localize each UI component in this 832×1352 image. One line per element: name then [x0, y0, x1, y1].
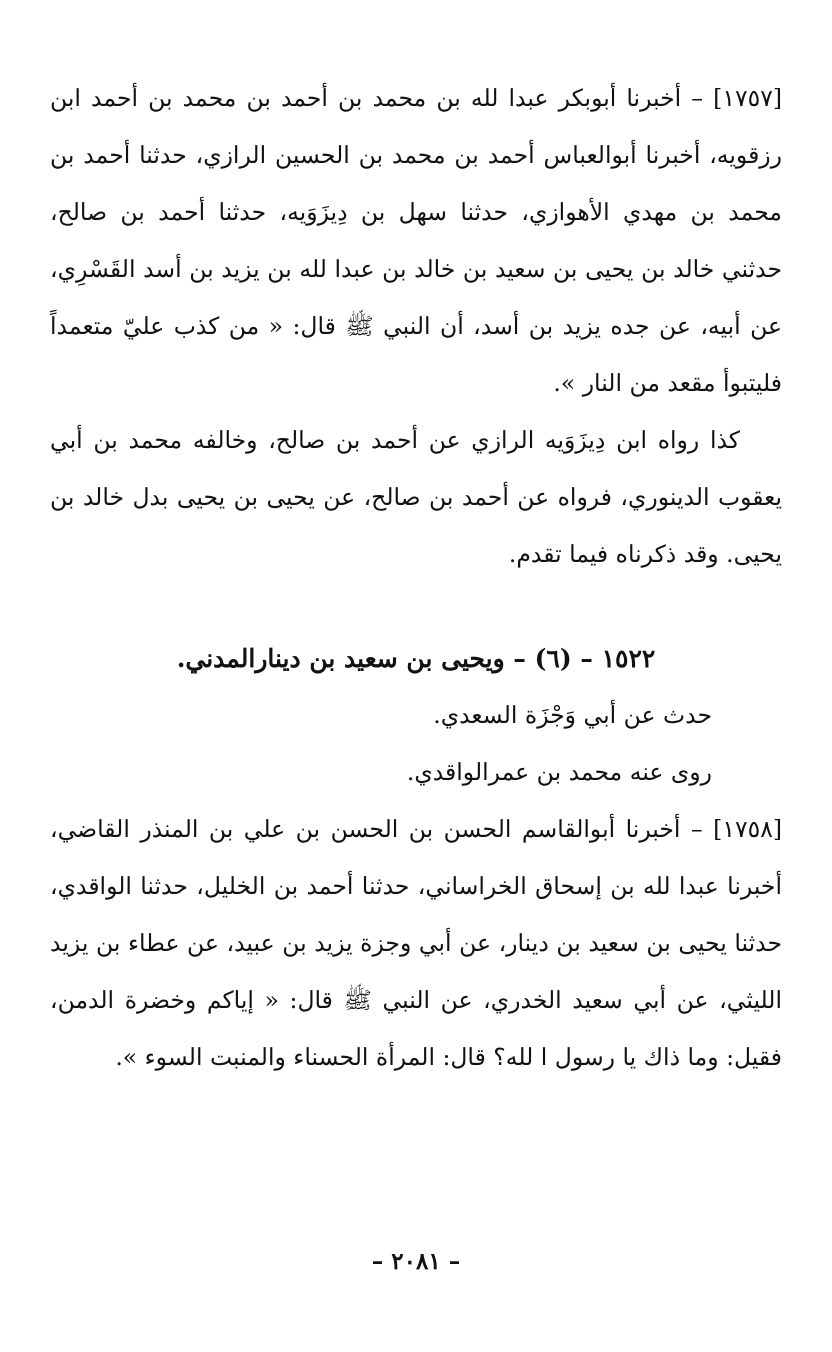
hadith-1757-text: [١٧٥٧] – أخبرنا أبوبكر عبدا لله بن محمد بن أحمد بن محمد بن أحمد ابن رزقويه، أخبرنا أبوالعباس أحمد بن محمد بن الحسين الرازي، حدثنا أحمد بن محمد بن مهدي الأهوازي، حدثنا سهل بن دِيزَوَيه، حدثنا أحمد بن صالح، حدثني خالد بن يحيى بن سعيد بن خالد بن عبدا لله بن يزيد بن أسد القَسْرِي، عن أبيه، عن جده يزيد بن أسد، أن النبي ﷺ قال: « من كذب عليّ متعمداً فليتبوأ مقعد من النار ». [50, 84, 782, 397]
entry-1522-narrated-by: روى عنه محمد بن عمرالواقدي. [406, 758, 712, 786]
page-number: – ٢٠٨١ – [371, 1248, 461, 1275]
hadith-1758-text: [١٧٥٨] – أخبرنا أبوالقاسم الحسن بن الحسن بن علي بن المنذر القاضي، أخبرنا عبدا لله بن إسحاق الخراساني، حدثنا أحمد بن الخليل، حدثنا الواقدي، حدثنا يحيى بن سعيد بن دينار، عن أبي وجزة يزيد بن عبيد، عن عطاء بن يزيد الليثي، عن أبي سعيد الخدري، عن النبي ﷺ قال: « إياكم وخضرة الدمن، فقيل: وما ذاك يا رسول ا لله؟ قال: المرأة الحسناء والمنبت السوء ». [50, 815, 782, 1071]
document-page [50, 70, 782, 1320]
entry-1522-narrated-from: حدث عن أبي وَجْزَة السعدي. [433, 701, 712, 729]
hadith-1757-commentary: كذا رواه ابن دِيزَوَيه الرازي عن أحمد بن صالح، وخالفه محمد بن أبي يعقوب الدينوري، فرواه عن أحمد بن صالح، عن يحيى بن يحيى بدل خالد بن يحيى. وقد ذكرناه فيما تقدم. [50, 426, 782, 568]
entry-1522-heading: ١٥٢٢ – (٦) – ويحيى بن سعيد بن دينارالمدني. [176, 644, 656, 673]
hadith-1757-section [50, 70, 782, 583]
entry-1522-section [50, 630, 782, 1086]
